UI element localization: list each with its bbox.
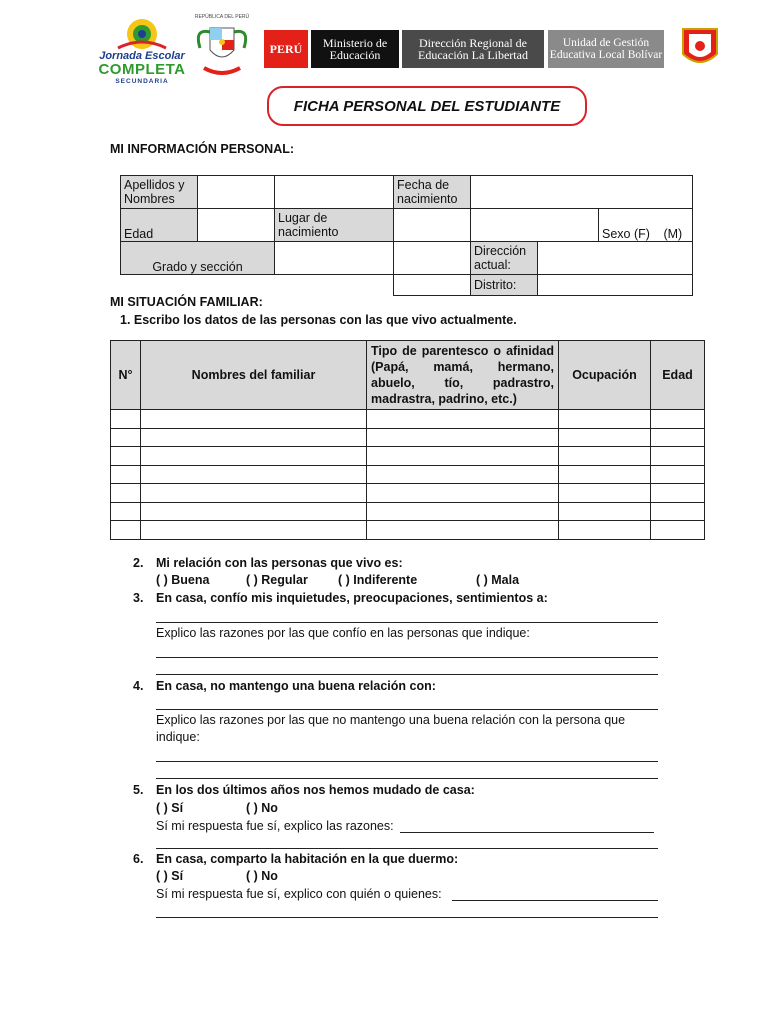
table-row[interactable]: [111, 502, 705, 521]
jec-logo: [88, 14, 196, 85]
direccion-regional-label: Dirección Regional de Educación La Libertad: [402, 30, 544, 68]
q3-number: 3.: [133, 591, 144, 605]
personal-info-table: [120, 175, 693, 296]
peru-label: PERÚ: [264, 30, 308, 68]
q3-explain-line-2[interactable]: [156, 674, 658, 675]
table-row[interactable]: [111, 521, 705, 540]
family-table: [110, 340, 705, 540]
jec-logo-icon: [88, 14, 196, 54]
col-edad: Edad: [651, 341, 705, 410]
q5-explain: Sí mi respuesta fue sí, explico las razones:: [156, 819, 394, 833]
sexo-f-option[interactable]: (F): [633, 227, 650, 241]
escudo-caption: REPÚBLICA DEL PERÚ: [194, 14, 250, 20]
coat-of-arms-icon: [190, 18, 254, 80]
q2-option-regular[interactable]: ( ) Regular: [246, 573, 308, 587]
fecha-field[interactable]: [471, 176, 693, 209]
q2-option-indiferente[interactable]: ( ) Indiferente: [338, 573, 418, 587]
sexo-label: Sexo: [602, 227, 631, 241]
sexo-cell: [599, 209, 693, 242]
q6-option-si[interactable]: ( ) Sí: [156, 869, 184, 883]
q5-option-si[interactable]: ( ) Sí: [156, 801, 184, 815]
col-nombres: Nombres del familiar: [141, 341, 367, 410]
table-row[interactable]: [111, 465, 705, 484]
q5-option-no[interactable]: ( ) No: [246, 801, 278, 815]
q2-text: Mi relación con las personas que vivo es:: [156, 556, 403, 570]
grado-field[interactable]: [275, 242, 394, 275]
col-ocupacion: Ocupación: [559, 341, 651, 410]
q6-explain-line-2[interactable]: [156, 917, 658, 918]
direccion-field[interactable]: [538, 242, 693, 275]
distrito-label: Distrito:: [471, 275, 538, 296]
col-parentesco: Tipo de parentesco o afinidad (Papá, mamá, hermano, abuelo, tío, padrastro, madrastra, padrino, etc.): [367, 341, 559, 410]
q6-number: 6.: [133, 852, 144, 866]
q3-answer-line[interactable]: [156, 622, 658, 623]
q5-text: En los dos últimos años nos hemos mudado de casa:: [156, 783, 475, 797]
q2-number: 2.: [133, 556, 144, 570]
table-row[interactable]: [111, 447, 705, 466]
jec-logo-line2: COMPLETA: [98, 61, 186, 78]
familiar-heading: MI SITUACIÓN FAMILIAR:: [110, 295, 263, 309]
q6-option-no[interactable]: ( ) No: [246, 869, 278, 883]
q3-explain-line-1[interactable]: [156, 657, 658, 658]
lugar-field[interactable]: [394, 209, 471, 242]
fecha-label: Fecha de nacimiento: [394, 176, 471, 209]
lugar-label: Lugar de nacimiento: [275, 209, 394, 242]
q4-answer-line[interactable]: [156, 709, 658, 710]
edad-field[interactable]: [198, 209, 275, 242]
escudo-nacional: [190, 14, 254, 76]
table-row[interactable]: [111, 428, 705, 447]
table-row[interactable]: [111, 410, 705, 429]
jec-logo-line1: Jornada Escolar: [99, 50, 185, 62]
q5-number: 5.: [133, 783, 144, 797]
bolivar-logo: [680, 26, 720, 70]
q4-explain-2: indique:: [156, 730, 200, 744]
distrito-blank: [394, 275, 471, 296]
shield-icon: [680, 26, 720, 70]
sexo-m-option[interactable]: (M): [663, 227, 683, 241]
lugar-field-2[interactable]: [471, 209, 599, 242]
q4-number: 4.: [133, 679, 144, 693]
personal-heading: MI INFORMACIÓN PERSONAL:: [110, 142, 295, 156]
q4-text: En casa, no mantengo una buena relación con:: [156, 679, 436, 693]
grado-field-2[interactable]: [394, 242, 471, 275]
q6-text: En casa, comparto la habitación en la que duermo:: [156, 852, 459, 866]
apellidos-field-1[interactable]: [198, 176, 275, 209]
q1-text: 1. Escribo los datos de las personas con las que vivo actualmente.: [120, 313, 517, 327]
q4-explain-1: Explico las razones por las que no mantengo una buena relación con la persona que: [156, 713, 626, 727]
direccion-label: Dirección actual:: [471, 242, 538, 275]
q5-explain-line-1[interactable]: [400, 832, 654, 833]
q3-explain: Explico las razones por las que confío en las personas que indique:: [156, 626, 530, 640]
q6-explain: Sí mi respuesta fue sí, explico con quién o quienes:: [156, 887, 442, 901]
q6-explain-line-1[interactable]: [452, 900, 658, 901]
q2-option-buena[interactable]: ( ) Buena: [156, 573, 210, 587]
apellidos-label: Apellidos y Nombres: [121, 176, 198, 209]
q3-text: En casa, confío mis inquietudes, preocupaciones, sentimientos a:: [156, 591, 548, 605]
q4-explain-line-1[interactable]: [156, 761, 658, 762]
distrito-field[interactable]: [538, 275, 693, 296]
q4-explain-line-2[interactable]: [156, 778, 658, 779]
jec-logo-line3: SECUNDARIA: [115, 78, 169, 85]
grado-label: Grado y sección: [121, 242, 275, 275]
q5-explain-line-2[interactable]: [156, 848, 658, 849]
col-numero: N°: [111, 341, 141, 410]
q2-option-mala[interactable]: ( ) Mala: [476, 573, 520, 587]
document-title: FICHA PERSONAL DEL ESTUDIANTE: [267, 86, 587, 126]
table-row[interactable]: [111, 484, 705, 503]
ugel-label: Unidad de Gestión Educativa Local Bolívar: [548, 30, 664, 68]
edad-label: Edad: [121, 209, 198, 242]
ministerio-label: Ministerio de Educación: [311, 30, 399, 68]
apellidos-field-2[interactable]: [275, 176, 394, 209]
